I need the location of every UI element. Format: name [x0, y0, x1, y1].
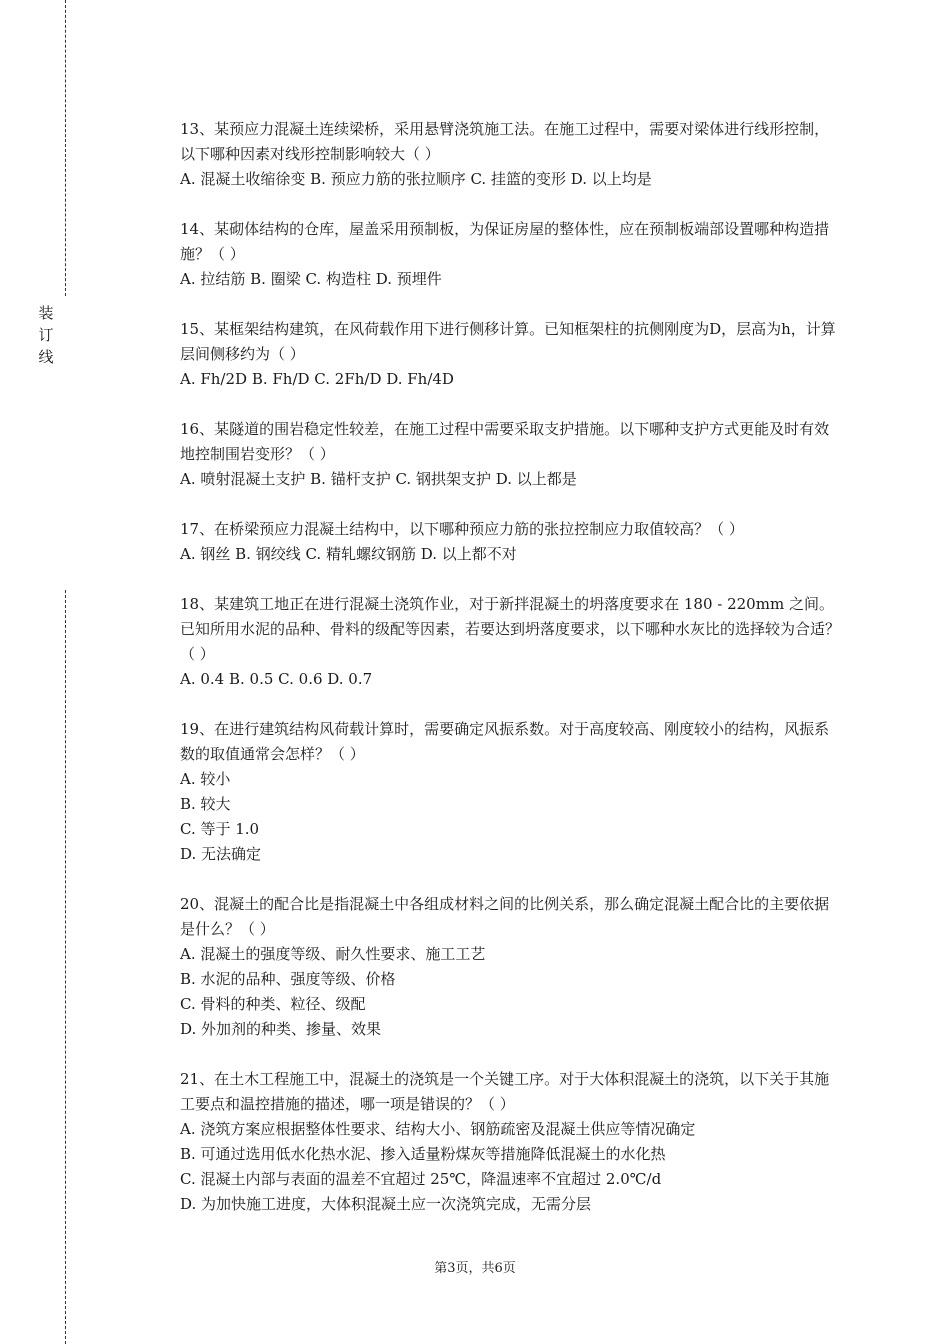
binding-label — [36, 302, 56, 368]
question-options: A. 喷射混凝土支护 B. 锚杆支护 C. 钢拱架支护 D. 以上都是 — [180, 470, 577, 488]
question-options: A. Fh/2D B. Fh/D C. 2Fh/D D. Fh/4D — [180, 370, 454, 388]
question-16 — [180, 417, 840, 492]
page-number: 第3页，共6页 — [434, 1261, 516, 1276]
question-options: A. 拉结筋 B. 圈梁 C. 构造柱 D. 预埋件 — [180, 270, 442, 288]
question-21 — [180, 1067, 840, 1217]
question-stem: 13、某预应力混凝土连续梁桥，采用悬臂浇筑施工法。在施工过程中，需要对梁体进行线形控制，以下哪种因素对线形控制影响较大（ ） — [180, 120, 830, 163]
question-list — [180, 117, 840, 1242]
option-a: A. 较小 — [180, 770, 231, 788]
option-b: B. 水泥的品种、强度等级、价格 — [180, 970, 396, 988]
option-c: C. 等于 1.0 — [180, 820, 260, 838]
question-options — [180, 942, 840, 1042]
binding-char: 订 — [38, 326, 54, 344]
question-20 — [180, 892, 840, 1042]
option-c: C. 混凝土内部与表面的温差不宜超过 25℃，降温速率不宜超过 2.0℃/d — [180, 1170, 662, 1188]
page-footer — [0, 1257, 950, 1276]
option-b: B. 可通过选用低水化热水泥、掺入适量粉煤灰等措施降低混凝土的水化热 — [180, 1145, 666, 1163]
option-d: D. 外加剂的种类、掺量、效果 — [180, 1020, 382, 1038]
question-options: A. 混凝土收缩徐变 B. 预应力筋的张拉顺序 C. 挂篮的变形 D. 以上均是 — [180, 170, 652, 188]
question-stem: 14、某砌体结构的仓库，屋盖采用预制板，为保证房屋的整体性，应在预制板端部设置哪种构造措施？（ ） — [180, 220, 830, 263]
binding-char: 装 — [38, 304, 54, 322]
question-stem: 21、在土木工程施工中，混凝土的浇筑是一个关键工序。对于大体积混凝土的浇筑，以下关于其施工要点和温控措施的描述，哪一项是错误的？（ ） — [180, 1070, 830, 1113]
question-options — [180, 1117, 840, 1217]
option-d: D. 为加快施工进度，大体积混凝土应一次浇筑完成，无需分层 — [180, 1195, 592, 1213]
question-options: A. 0.4 B. 0.5 C. 0.6 D. 0.7 — [180, 670, 373, 688]
option-a: A. 浇筑方案应根据整体性要求、结构大小、钢筋疏密及混凝土供应等情况确定 — [180, 1120, 696, 1138]
question-stem: 20、混凝土的配合比是指混凝土中各组成材料之间的比例关系，那么确定混凝土配合比的主要依据是什么？（ ） — [180, 895, 830, 938]
binding-line-top — [65, 0, 66, 296]
binding-line-bottom — [65, 590, 66, 1344]
option-b: B. 较大 — [180, 795, 231, 813]
question-17 — [180, 517, 840, 567]
question-stem: 16、某隧道的围岩稳定性较差，在施工过程中需要采取支护措施。以下哪种支护方式更能及时有效地控制围岩变形？（ ） — [180, 420, 830, 463]
question-stem: 17、在桥梁预应力混凝土结构中，以下哪种预应力筋的张拉控制应力取值较高？（ ） — [180, 520, 744, 538]
option-c: C. 骨料的种类、粒径、级配 — [180, 995, 366, 1013]
option-d: D. 无法确定 — [180, 845, 262, 863]
question-stem: 19、在进行建筑结构风荷载计算时，需要确定风振系数。对于高度较高、刚度较小的结构，风振系数的取值通常会怎样？（ ） — [180, 720, 830, 763]
binding-char: 线 — [38, 348, 54, 366]
question-options — [180, 767, 840, 867]
question-19 — [180, 717, 840, 867]
question-15 — [180, 317, 840, 392]
question-13 — [180, 117, 840, 192]
question-14 — [180, 217, 840, 292]
option-a: A. 混凝土的强度等级、耐久性要求、施工工艺 — [180, 945, 486, 963]
question-stem: 18、某建筑工地正在进行混凝土浇筑作业，对于新拌混凝土的坍落度要求在 180 - 220mm 之间。已知所用水泥的品种、骨料的级配等因素，若要达到坍落度要求，以下哪种水灰比的选择较为合适？（ ） — [180, 595, 841, 663]
question-stem: 15、某框架结构建筑，在风荷载作用下进行侧移计算。已知框架柱的抗侧刚度为D，层高为h，计算层间侧移约为（ ） — [180, 320, 836, 363]
question-options: A. 钢丝 B. 钢绞线 C. 精轧螺纹钢筋 D. 以上都不对 — [180, 545, 517, 563]
question-18 — [180, 592, 840, 692]
